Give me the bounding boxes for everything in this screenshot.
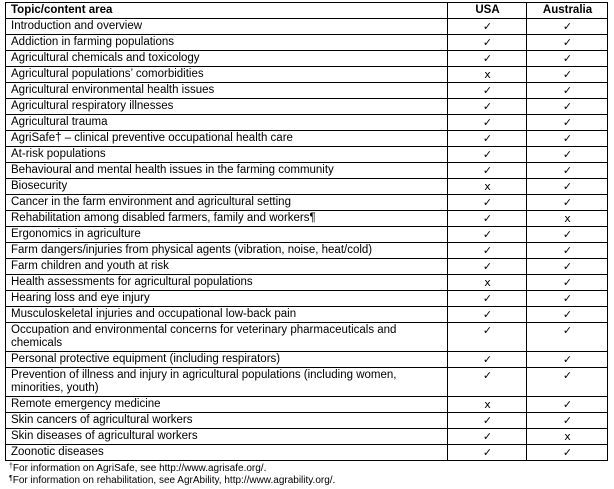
australia-check-icon: ✓ xyxy=(527,275,608,291)
usa-cross-mark: x xyxy=(448,275,527,291)
usa-check-icon: ✓ xyxy=(448,19,527,35)
table-row xyxy=(6,259,608,275)
topic-cell: At-risk populations xyxy=(6,147,448,163)
topic-cell: Agricultural trauma xyxy=(6,115,448,131)
usa-cross-mark: x xyxy=(448,397,527,413)
table-row xyxy=(6,275,608,291)
table-row xyxy=(6,291,608,307)
topic-cell: Biosecurity xyxy=(6,179,448,195)
table-row xyxy=(6,51,608,67)
usa-check-icon: ✓ xyxy=(448,413,527,429)
australia-check-icon: ✓ xyxy=(527,243,608,259)
australia-check-icon: ✓ xyxy=(527,147,608,163)
australia-check-icon: ✓ xyxy=(527,397,608,413)
australia-check-icon: ✓ xyxy=(527,352,608,368)
topic-cell: Farm dangers/injuries from physical agents (vibration, noise, heat/cold) xyxy=(6,243,448,259)
topic-cell: Musculoskeletal injuries and occupational low-back pain xyxy=(6,307,448,323)
usa-check-icon: ✓ xyxy=(448,445,527,461)
topic-cell: Health assessments for agricultural populations xyxy=(6,275,448,291)
usa-check-icon: ✓ xyxy=(448,35,527,51)
australia-check-icon: ✓ xyxy=(527,195,608,211)
table-row xyxy=(6,413,608,429)
australia-cross-mark: x xyxy=(527,429,608,445)
usa-check-icon: ✓ xyxy=(448,83,527,99)
topic-cell: Skin cancers of agricultural workers xyxy=(6,413,448,429)
usa-check-icon: ✓ xyxy=(448,291,527,307)
table-row xyxy=(6,35,608,51)
table-row xyxy=(6,307,608,323)
australia-check-icon: ✓ xyxy=(527,227,608,243)
topic-cell: Farm children and youth at risk xyxy=(6,259,448,275)
usa-check-icon: ✓ xyxy=(448,323,527,352)
topic-table xyxy=(5,2,608,461)
table-row xyxy=(6,115,608,131)
australia-check-icon: ✓ xyxy=(527,179,608,195)
table-row xyxy=(6,352,608,368)
topic-cell: Skin diseases of agricultural workers xyxy=(6,429,448,445)
usa-cross-mark: x xyxy=(448,179,527,195)
topic-cell: Ergonomics in agriculture xyxy=(6,227,448,243)
australia-check-icon: ✓ xyxy=(527,368,608,397)
topic-cell: Hearing loss and eye injury xyxy=(6,291,448,307)
footnote-text: For information on AgriSafe, see http://www.agrisafe.org/. xyxy=(12,463,267,474)
australia-check-icon: ✓ xyxy=(527,445,608,461)
australia-check-icon: ✓ xyxy=(527,131,608,147)
table-row xyxy=(6,323,608,352)
usa-check-icon: ✓ xyxy=(448,352,527,368)
topic-cell: Cancer in the farm environment and agricultural setting xyxy=(6,195,448,211)
table-row xyxy=(6,83,608,99)
footnote-mark: † xyxy=(9,463,13,470)
table-row xyxy=(6,179,608,195)
header-australia: Australia xyxy=(527,3,608,19)
footnote-agrisafe xyxy=(9,463,607,475)
usa-check-icon: ✓ xyxy=(448,307,527,323)
usa-check-icon: ✓ xyxy=(448,99,527,115)
australia-check-icon: ✓ xyxy=(527,99,608,115)
footnotes xyxy=(5,463,607,487)
table-row xyxy=(6,227,608,243)
usa-check-icon: ✓ xyxy=(448,131,527,147)
table-row xyxy=(6,131,608,147)
topic-cell: Introduction and overview xyxy=(6,19,448,35)
australia-check-icon: ✓ xyxy=(527,259,608,275)
australia-check-icon: ✓ xyxy=(527,307,608,323)
topic-cell: Personal protective equipment (including respirators) xyxy=(6,352,448,368)
usa-check-icon: ✓ xyxy=(448,211,527,227)
topic-cell: Agricultural environmental health issues xyxy=(6,83,448,99)
topic-cell: Occupation and environmental concerns for veterinary pharmaceuticals and chemicals xyxy=(6,323,448,352)
header-usa: USA xyxy=(448,3,527,19)
australia-cross-mark: x xyxy=(527,211,608,227)
topic-cell: AgriSafe† – clinical preventive occupational health care xyxy=(6,131,448,147)
table-row xyxy=(6,99,608,115)
topic-cell: Agricultural chemicals and toxicology xyxy=(6,51,448,67)
table-row xyxy=(6,211,608,227)
australia-check-icon: ✓ xyxy=(527,115,608,131)
topic-cell: Addiction in farming populations xyxy=(6,35,448,51)
footnote-text: For information on rehabilitation, see AgrAbility, http://www.agrability.org/. xyxy=(12,475,336,486)
australia-check-icon: ✓ xyxy=(527,413,608,429)
australia-check-icon: ✓ xyxy=(527,163,608,179)
australia-check-icon: ✓ xyxy=(527,51,608,67)
topic-cell: Agricultural populations’ comorbidities xyxy=(6,67,448,83)
usa-check-icon: ✓ xyxy=(448,147,527,163)
table-body xyxy=(6,19,608,461)
table-row xyxy=(6,397,608,413)
footnote-rehabilitation xyxy=(9,475,607,487)
table-row xyxy=(6,195,608,211)
australia-check-icon: ✓ xyxy=(527,67,608,83)
table-row xyxy=(6,368,608,397)
usa-check-icon: ✓ xyxy=(448,51,527,67)
table-row xyxy=(6,243,608,259)
topic-cell: Prevention of illness and injury in agricultural populations (including women, minorities, youth) xyxy=(6,368,448,397)
topic-cell: Rehabilitation among disabled farmers, family and workers¶ xyxy=(6,211,448,227)
topic-cell: Behavioural and mental health issues in the farming community xyxy=(6,163,448,179)
australia-check-icon: ✓ xyxy=(527,291,608,307)
usa-check-icon: ✓ xyxy=(448,195,527,211)
topic-cell: Remote emergency medicine xyxy=(6,397,448,413)
australia-check-icon: ✓ xyxy=(527,323,608,352)
usa-cross-mark: x xyxy=(448,67,527,83)
usa-check-icon: ✓ xyxy=(448,429,527,445)
table-row xyxy=(6,445,608,461)
table-row xyxy=(6,147,608,163)
table-row xyxy=(6,429,608,445)
australia-check-icon: ✓ xyxy=(527,83,608,99)
footnote-mark: ¶ xyxy=(9,475,13,482)
table-row xyxy=(6,19,608,35)
table-header-row xyxy=(6,3,608,19)
usa-check-icon: ✓ xyxy=(448,115,527,131)
table-row xyxy=(6,67,608,83)
topic-comparison-document xyxy=(5,2,607,487)
usa-check-icon: ✓ xyxy=(448,368,527,397)
australia-check-icon: ✓ xyxy=(527,35,608,51)
usa-check-icon: ✓ xyxy=(448,259,527,275)
usa-check-icon: ✓ xyxy=(448,163,527,179)
usa-check-icon: ✓ xyxy=(448,243,527,259)
table-row xyxy=(6,163,608,179)
header-topic: Topic/content area xyxy=(6,3,448,19)
australia-check-icon: ✓ xyxy=(527,19,608,35)
topic-cell: Agricultural respiratory illnesses xyxy=(6,99,448,115)
topic-cell: Zoonotic diseases xyxy=(6,445,448,461)
usa-check-icon: ✓ xyxy=(448,227,527,243)
